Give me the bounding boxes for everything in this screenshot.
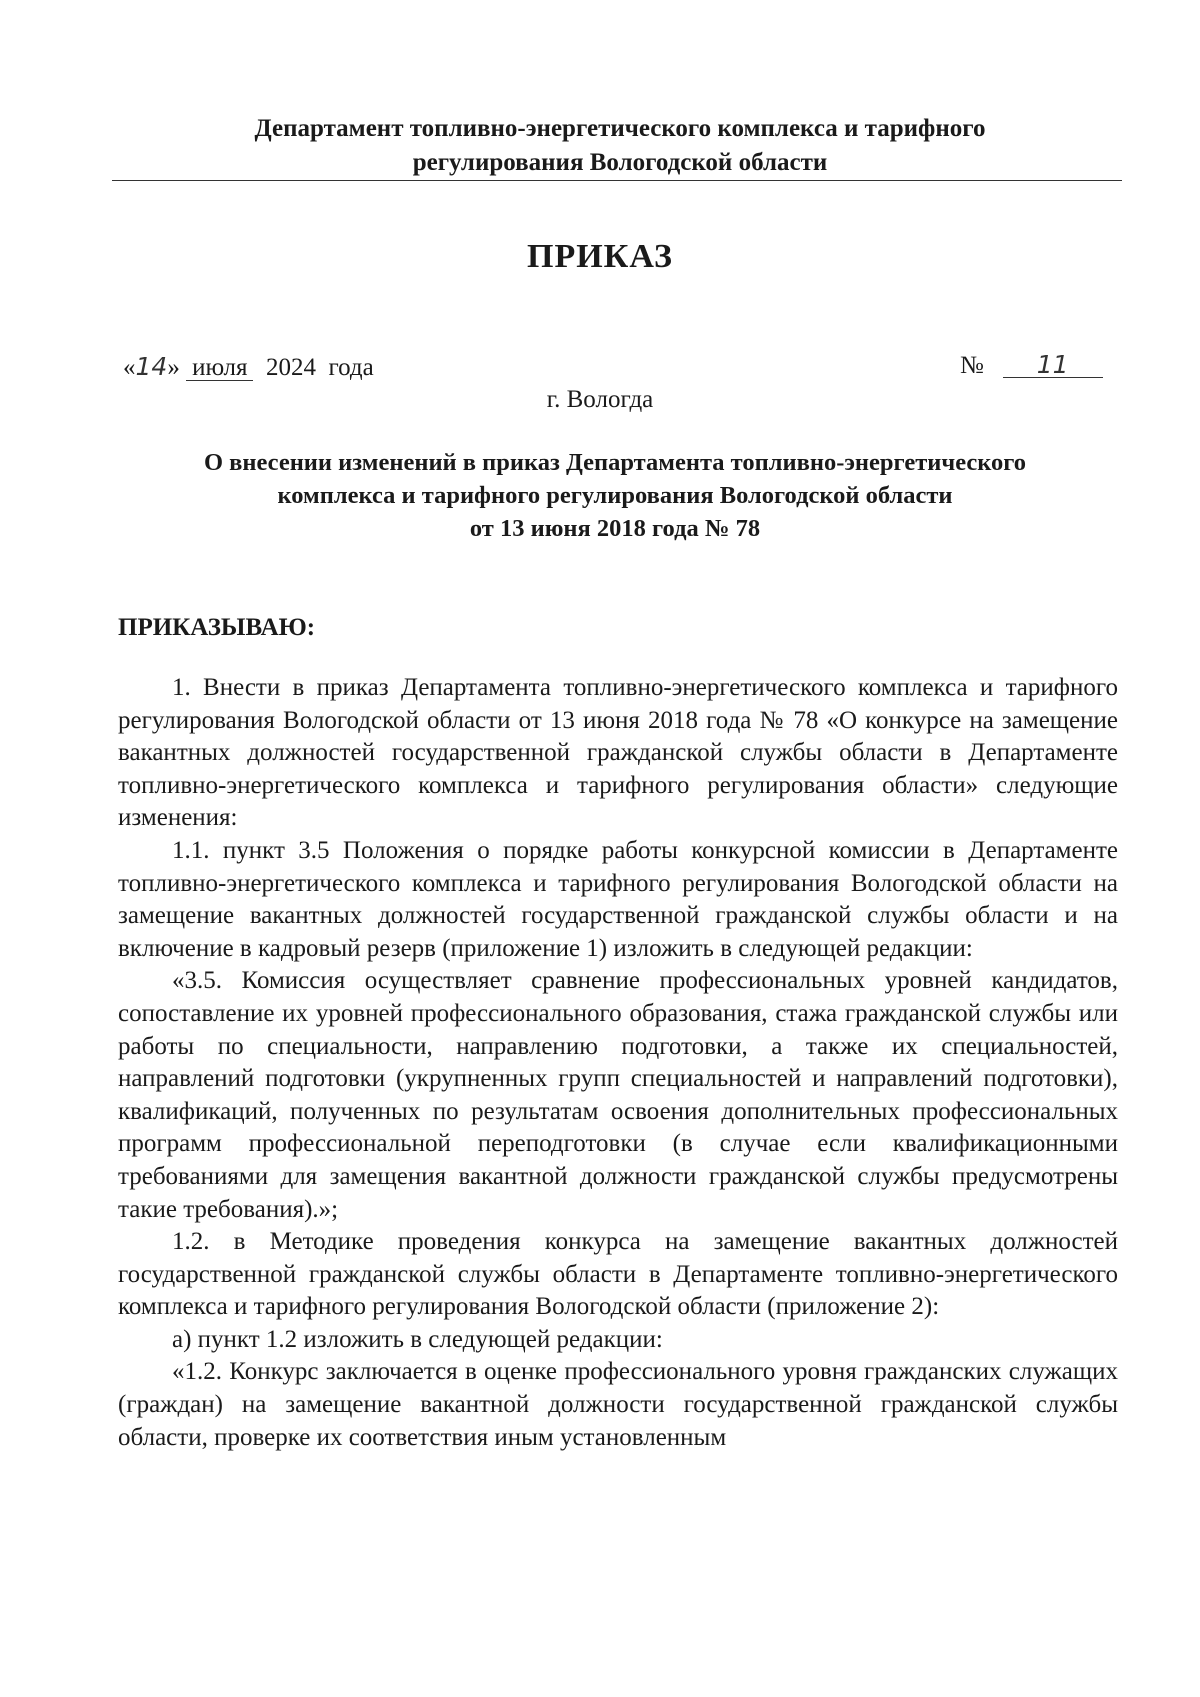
date-year: 2024: [265, 354, 316, 381]
paragraph-1: 1. Внести в приказ Департамента топливно-энергетического комплекса и тарифного регулирования Вологодской области от 13 июня 2018 года № 78 «О конкурсе на замещение вакантных должностей государственной гражданской службы области в Департаменте топливно-энергетического комплекса и тарифного регулирования области» следующие изменения:: [118, 674, 1118, 832]
document-subject: [130, 446, 1100, 545]
number-value: 11: [1003, 353, 1103, 378]
subject-line-1: О внесении изменений в приказ Департамента топливно-энергетического: [203, 449, 1027, 476]
department-line-1: Департамент топливно-энергетического комплекса и тарифного: [254, 115, 986, 142]
date-open-quote: «: [123, 354, 136, 381]
paragraph-1-1: 1.1. пункт 3.5 Положения о порядке работы конкурсной комиссии в Департаменте топливно-энергетического комплекса и тарифного регулирования Вологодской области на замещение вакантных должностей государственной гражданской службы области и на включение в кадровый резерв (приложение 1) изложить в следующей редакции:: [118, 836, 1118, 962]
date-close-quote: »: [167, 354, 180, 381]
department-line-2: регулирования Вологодской области: [412, 149, 828, 176]
subject-line-2: комплекса и тарифного регулирования Вологодской области: [277, 482, 953, 509]
paragraph-3-5-quote: «3.5. Комиссия осуществляет сравнение профессиональных уровней кандидатов, сопоставление их уровней профессионального образования, стажа гражданской службы или работы по специальности, направлению подготовки, а также их специальностей, направлений подготовки (укрупненных групп специальностей и направлений подготовки), квалификаций, полученных по результатам освоения дополнительных профессиональных программ профессиональной переподготовки (в случае если квалификационными требованиями для замещения вакантной должности гражданской службы предусмотрены такие требования).»;: [118, 967, 1118, 1223]
document-city: г. Вологда: [546, 386, 654, 413]
document-date: [123, 352, 374, 382]
document-body: [118, 672, 1118, 1454]
department-header: [110, 112, 1130, 180]
header-divider: [112, 180, 1122, 181]
order-word: ПРИКАЗЫВАЮ:: [118, 614, 316, 641]
date-day: 14: [135, 352, 168, 381]
paragraph-1-2: 1.2. в Методике проведения конкурса на замещение вакантных должностей государственной гражданской службы области в Департаменте топливно-энергетического комплекса и тарифного регулирования Вологодской области (приложение 2):: [118, 1228, 1118, 1321]
paragraph-a: а) пункт 1.2 изложить в следующей редакции:: [172, 1325, 663, 1353]
date-month: июля: [186, 356, 253, 381]
subject-line-3: от 13 июня 2018 года № 78: [469, 515, 761, 542]
date-year-suffix: года: [328, 354, 374, 381]
paragraph-1-2-quote: «1.2. Конкурс заключается в оценке профессионального уровня гражданских служащих (граждан) на замещение вакантной должности государственной гражданской службы области, проверке их соответствия иным установленным: [118, 1358, 1118, 1451]
document-title: ПРИКАЗ: [527, 238, 673, 275]
document-number: [960, 352, 1103, 380]
number-sign: №: [960, 352, 984, 379]
